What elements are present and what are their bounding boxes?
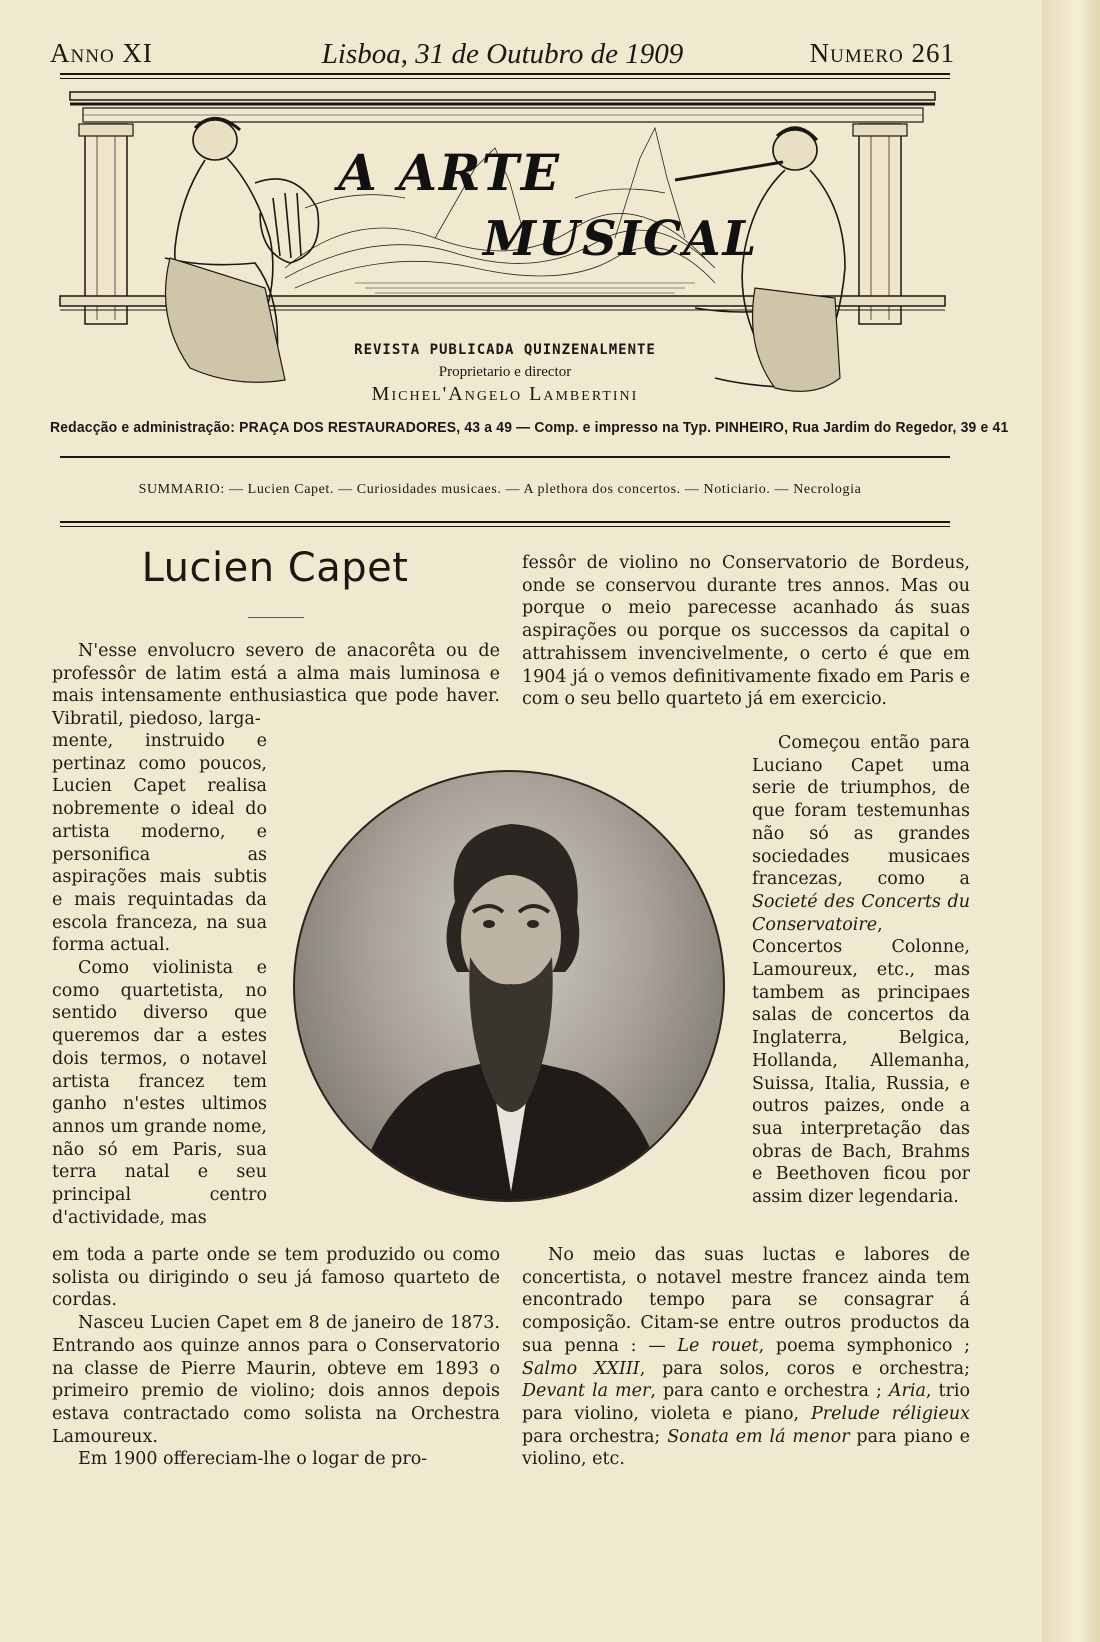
left-paragraph-1-cont: mente, instruido e pertinaz como poucos, Lucien Capet realisa nobremente o ideal do artista moderno, e personifica as aspirações mais subtis e mais requintadas da escola franceza, na sua forma actual.	[52, 731, 267, 956]
masthead-title-line1: A ARTE	[338, 143, 561, 202]
header-rule	[60, 73, 950, 75]
left-paragraph-3: Nasceu Lucien Capet em 8 de janeiro de 1873. Entrando aos quinze annos para o Conservatorio na classe de Pierre Maurin, obteve em 1893 o primeiro premio de violino; dois annos depois estava contractado como solista na Orchestra Lamoureux.	[52, 1313, 500, 1447]
left-paragraph-4: Em 1900 offereciam-lhe o logar de pro-	[78, 1449, 428, 1470]
right-paragraph-3: No meio das suas luctas e labores de concertista, o notavel mestre francez ainda tem encontrado tempo para se consagrar á composição. Citam-se entre outros productos da sua penna : — Le rouet, poema symphonico ; Salmo XXIII, para solos, coros e orchestra; Devant la mer, para canto e orchestra ; Aria, trio para violino, violeta e piano, Prelude réligieux para orchestra; Sonata em lá menor para piano e violino, etc.	[522, 1245, 971, 1470]
right-paragraph-1: fessôr de violino no Conservatorio de Bordeus, onde se conservou durante tres annos. Mas ou porque o meio parecesse acanhado ás suas aspirações ou porque os successos da capital o attrahissem invencivelmente, o certo é que em 1904 já o vemos definitivamente fixado em Paris e com o seu bello quarteto já em exercicio.	[522, 553, 970, 710]
page-edge	[1042, 0, 1100, 1642]
right-paragraph-2: Começou então para Luciano Capet uma serie de triumphos, de que foram testemunhas não só as grandes sociedades musicaes francezas, como a Societé des Concerts du Conservatoire, Concertos Colonne, Lamoureux, etc., mas tambem as principaes salas de concertos da Inglaterra, Belgica, Hollanda, Allemanha, Suissa, Italia, Russia, e outros paizes, onde a sua interpretação das obras de Bach, Brahms e Beethoven ficou por assim dizer legendaria.	[752, 733, 970, 1208]
admin-rule	[60, 456, 950, 458]
masthead-subtitle: REVISTA PUBLICADA QUINZENALMENTE	[354, 342, 656, 358]
masthead	[55, 88, 950, 408]
summary-line: SUMMARIO: — Lucien Capet. — Curiosidades musicaes. — A plethora dos concertos. — Noticiario. — Necrologia	[138, 482, 862, 497]
left-paragraph-1: N'esse envolucro severo de anacorêta ou de professôr de latim está a alma mais luminosa e mais intensamente enthusiastica que pode haver. Vibratil, piedoso, larga-	[52, 641, 500, 730]
right-column-top	[522, 552, 970, 711]
issue-header	[50, 38, 955, 78]
left-paragraph-2: Como violinista e como quartetista, no sentido diverso que queremos dar a estes dois termos, o notavel artista francez tem ganho n'estes ultimos annos um grande nome, não só em Paris, sua terra natal e seu principal centro d'actividade, mas	[52, 958, 267, 1228]
date-place: Lisboa, 31 de Outubro de 1909	[321, 38, 684, 70]
title-rule	[248, 617, 304, 618]
right-column-narrow	[752, 732, 970, 1209]
portrait-photo	[293, 770, 725, 1202]
left-column-narrow	[52, 730, 267, 1229]
summary-rule-thin	[60, 526, 950, 527]
issue-number: Numero 261	[809, 38, 955, 68]
header-rule-thin	[60, 78, 950, 79]
masthead-title-line2: MUSICAL	[483, 211, 759, 267]
portrait-figure	[295, 772, 725, 1202]
summary-rule	[60, 521, 950, 523]
left-column-bottom	[52, 1244, 500, 1471]
masthead-owner-name: Michel'Angelo Lambertini	[371, 383, 639, 405]
administration-line: Redacção e administração: PRAÇA DOS RESTAURADORES, 43 a 49 — Comp. e impresso na Typ. PINHEIRO, Rua Jardim do Regedor, 39 e 41	[50, 420, 1009, 436]
year-label: Anno XI	[50, 38, 153, 68]
right-column-bottom	[522, 1244, 970, 1471]
article-title: Lucien Capet	[141, 545, 409, 591]
left-column-top	[52, 640, 500, 731]
left-paragraph-2-cont: em toda a parte onde se tem produzido ou como solista ou dirigindo o seu já famoso quarteto de cordas.	[52, 1245, 500, 1311]
masthead-owner-label: Proprietario e director	[438, 364, 572, 380]
